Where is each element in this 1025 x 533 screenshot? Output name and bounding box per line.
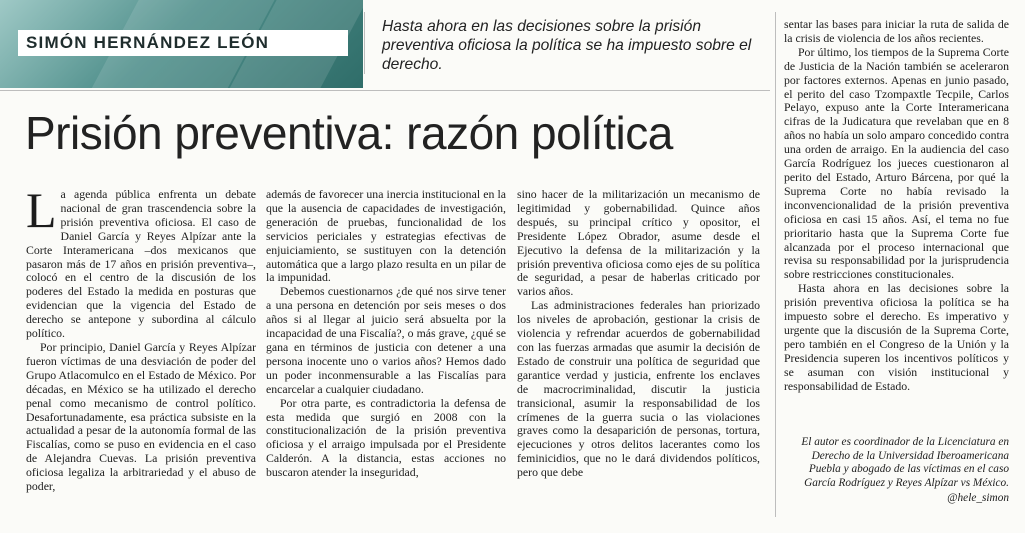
paragraph: Por último, los tiempos de la Suprema Corte de Justicia de la Nación también se aceleraron por factores externos. Apenas en junio pasado, el perito del caso Tzompaxtle Tecpile, Carlos Pelayo, expuso ante la Corte Interamericana cifras de la Judicatura que revelaban que en 8 años no había un solo amparo concedido contra una orden de arraigo. En la audiencia del caso García Rodríguez los jueces cuestionaron al perito del Estado, Arturo Bárcena, por qué la Suprema Corte no había revisado la inconvencionalidad de la prisión preventiva oficiosa en casi 15 años. Así, el tema no fue prioritario hasta que la Suprema Corte fue alcanzada por el proceso internacional que revisa su responsabilidad por la jurisprudencia sobre restricciones constitucionales. (784, 44, 1009, 282)
author-name: SIMÓN HERNÁNDEZ LEÓN (26, 33, 270, 52)
headline: Prisión preventiva: razón política (25, 107, 673, 159)
drop-cap: L (26, 188, 57, 238)
article-column-1 (26, 188, 256, 516)
byline-banner (0, 0, 363, 88)
column-divider (775, 12, 776, 517)
paragraph: Debemos cuestionarnos ¿de qué nos sirve tener a una persona en detención por seis meses o dos años si al llegar al juicio será absuelta por la incapacidad de una Fiscalía?, o más grave, ¿qué se gana en términos de justicia con detener a una persona inocente uno o varios años? Hemos dado un poder inconmensurable a las Fiscalías para encarcelar a cualquier ciudadano. (266, 284, 506, 396)
paragraph: Por otra parte, es contradictoria la defensa de esta medida que surgió en 2008 con la constitucionalización de la prisión preventiva oficiosa y el arraigo impulsada por el Presidente Calderón. A la distancia, estas acciones no buscaron atender la inseguridad, (266, 395, 506, 480)
pull-quote: Hasta ahora en las decisiones sobre la prisión preventiva oficiosa la política se ha impuesto sobre el derecho. (382, 18, 752, 73)
paragraph: Hasta ahora en las decisiones sobre la prisión preventiva oficiosa la política se ha impuesto sobre el derecho. Es imperativo y urgente que la discusión de la Suprema Corte, pero también en el Congreso de la Unión y la Presidencia superen los incentivos políticos y se asuman con visión institucional y responsabilidad de Estado. (784, 281, 1009, 393)
paragraph: Por principio, Daniel García y Reyes Alpízar fueron víctimas de una desviación de poder del Grupo Atlacomulco en el Estado de México. Por décadas, en México se ha utilizado el derecho penal como mecanismo de control político. Desafortunadamente, esa práctica subsiste en la actualidad a pesar de la autonomía formal de las Fiscalías, como se puso en evidencia en el caso de Alejandra Cuevas. La prisión preventiva oficiosa legaliza la arbitrariedad y el abuso de poder, (26, 339, 256, 494)
article-column-3 (517, 188, 760, 516)
author-handle: @hele_simon (947, 492, 1009, 504)
paragraph: sino hacer de la militarización un mecanismo de legitimidad y gobernabilidad. Quince años después, su principal crítico y opositor, el Presidente López Obrador, asume desde el Ejecutivo la defensa de la militarización y la prisión preventiva oficiosa como ejes de su política de seguridad, a pesar de haberlas criticado por varios años. (517, 188, 760, 299)
article-column-4 (784, 18, 1009, 424)
paragraph: La agenda pública enfrenta un debate nacional de gran trascendencia sobre la prisión preventiva oficiosa. El caso de Daniel García y Reyes Alpízar ante la Corte Interamericana –dos mexicanos que pasaron más de 17 años en prisión preventiva–, colocó en el centro de la discusión de los poderes del Estado la medida en posturas que evidencian que la vigencia del Estado de derecho se antepone y subordina al cálculo político. (26, 188, 256, 341)
paragraph: sentar las bases para iniciar la ruta de salida de la crisis de violencia de los años recientes. (784, 18, 1009, 45)
paragraph: Las administraciones federales han priorizado los niveles de aprobación, gestionar la crisis de violencia y refrendar acuerdos de gobernabilidad con las fuerzas armadas que asumir la decisión de Estado de construir una política de seguridad que garantice verdad y justicia, enfrente los enclaves de macrocriminalidad, discutir la justicia transicional, asumir la responsabilidad de los crímenes de la guerra sucia o las violaciones graves como la desaparición de personas, tortura, ejecuciones y otros delitos lacerantes como los feminicidios, que no le dará dividendos políticos, pero que debe (517, 298, 760, 480)
divider (364, 12, 365, 74)
paragraph: además de favorecer una inercia institucional en la que la ausencia de capacidades de investigación, generación de pruebas, funcionalidad de los servicios periciales y estrategias efectivas de enjuiciamiento, se sustituyen con la detención automática que a largo plazo resulta en un pilar de la impunidad. (266, 188, 506, 285)
author-note: El autor es coordinador de la Licenciatura en Derecho de la Universidad Iberoamericana Puebla y abogado de las víctimas en el caso García Rodríguez y Reyes Alpízar vs México. (801, 436, 1009, 489)
divider (0, 90, 770, 91)
article-column-2 (266, 188, 506, 516)
